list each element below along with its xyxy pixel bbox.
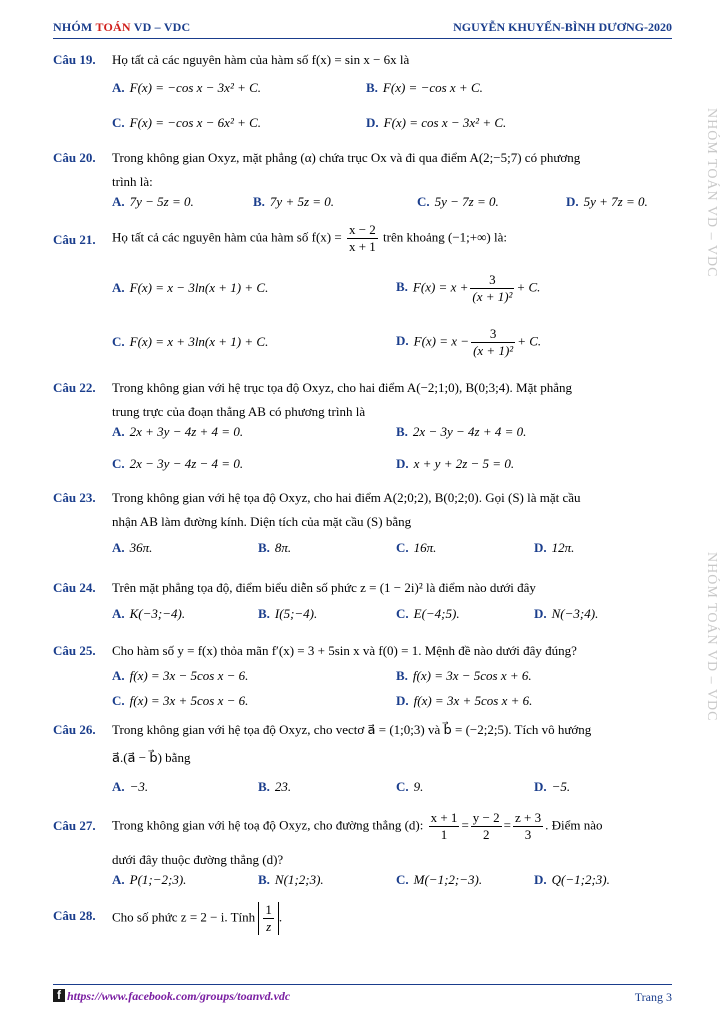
option-a: A. −3. — [112, 779, 149, 794]
option-d: D. −5. — [534, 779, 571, 794]
question-21 — [53, 222, 673, 372]
question-text: Trong không gian với hệ trục tọa độ Oxyz, cho hai điểm A(−2;1;0), B(0;3;4). Mặt phẳng trung trực của đoạn thẳng AB có phương trình là — [112, 380, 572, 419]
option-d: D. Q(−1;2;3). — [534, 872, 610, 887]
option-c: C. 9. — [396, 779, 424, 794]
header-left-prefix: NHÓM — [53, 20, 96, 34]
question-20 — [53, 150, 673, 216]
side-watermark-bottom: NHÓM TOÁN VD – VDC — [704, 552, 719, 722]
option-c: C. E(−4;5). — [396, 606, 460, 621]
question-22 — [53, 380, 673, 476]
option-c: C. 5y − 7z = 0. — [417, 194, 499, 209]
page-header — [53, 20, 672, 39]
question-text: Cho hàm số y = f(x) thỏa mãn f′(x) = 3 + 5sin x và f(0) = 1. Mệnh đề nào dưới đây đúng? — [112, 643, 577, 658]
option-a: A. 36π. — [112, 540, 153, 555]
option-c: C. 2x − 3y − 4z − 4 = 0. — [112, 456, 244, 471]
option-a: A. 7y − 5z = 0. — [112, 194, 194, 209]
option-b: B. F(x) = −cos x + C. — [366, 80, 483, 95]
side-watermark-top: NHÓM TOÁN VD – VDC — [704, 108, 719, 278]
option-a: A. F(x) = x − 3ln(x + 1) + C. — [112, 280, 269, 295]
question-27 — [53, 810, 673, 892]
absolute-value: $\frac{1}{z}$ — [258, 902, 279, 935]
facebook-group-link[interactable]: https://www.facebook.com/groups/toanvd.vdc — [67, 989, 291, 1003]
facebook-icon: f — [53, 989, 65, 1002]
option-b: B. 7y + 5z = 0. — [253, 194, 335, 209]
question-text: Trong không gian với hệ tọa độ Oxyz, cho hai điểm A(2;0;2), B(0;2;0). Gọi (S) là mặt cầu nhận AB làm đường kính. Diện tích của mặt cầu (S) bằng — [112, 490, 581, 529]
option-c: C. F(x) = −cos x − 6x² + C. — [112, 115, 262, 130]
question-number: Câu 19. — [53, 52, 96, 67]
option-c: C. 16π. — [396, 540, 437, 555]
question-26 — [53, 722, 673, 802]
option-b: B. I(5;−4). — [258, 606, 318, 621]
header-left-suffix: VD – VDC — [130, 20, 191, 34]
option-d: D. F(x) = cos x − 3x² + C. — [366, 115, 507, 130]
question-number: Câu 27. — [53, 818, 96, 833]
option-a: A. P(1;−2;3). — [112, 872, 187, 887]
option-d: D. 12π. — [534, 540, 575, 555]
fraction: $\frac{x - 2}{x + 1}$ — [348, 222, 376, 254]
option-b: B. 2x − 3y − 4z + 4 = 0. — [396, 424, 527, 439]
question-19 — [53, 52, 673, 142]
question-text: Họ tất cả các nguyên hàm của hàm số f(x) = $\frac{x - 2}{x + 1}$ trên khoảng (−1;+∞) là: — [112, 222, 507, 254]
question-text: Trong không gian với hệ toạ độ Oxyz, cho đường thẳng (d): $\frac{x + 1}{1}$ = $\frac{y - 2}{2}$ = $\frac{z + 3}{3}$ . Điểm nào — [112, 810, 603, 842]
question-23 — [53, 490, 673, 560]
question-28 — [53, 902, 673, 942]
question-number: Câu 23. — [53, 490, 96, 505]
question-number: Câu 26. — [53, 722, 96, 737]
option-c: C. f(x) = 3x + 5cos x − 6. — [112, 693, 249, 708]
question-number: Câu 25. — [53, 643, 96, 658]
page-number: Trang 3 — [634, 990, 672, 1004]
header-group-name — [53, 20, 190, 35]
question-text: Cho số phức z = 2 − i. Tính $\frac{1}{z}$ . — [112, 902, 283, 934]
question-number: Câu 21. — [53, 232, 96, 247]
option-a: A. f(x) = 3x − 5cos x − 6. — [112, 668, 249, 683]
header-left-highlight: TOÁN — [95, 20, 131, 34]
question-number: Câu 24. — [53, 580, 96, 595]
option-b: B. 23. — [258, 779, 292, 794]
question-text: Trong không gian với hệ tọa độ Oxyz, cho vectơ a⃗ = (1;0;3) và b⃗ = (−2;2;5). Tích vô hướng a⃗.(a⃗ − b⃗) bằng — [112, 722, 592, 765]
option-a: A. F(x) = −cos x − 3x² + C. — [112, 80, 262, 95]
question-number: Câu 28. — [53, 908, 96, 923]
option-d: D. F(x) = x − $\frac{3}{\text{(x + 1)²}}$ + C. — [396, 326, 542, 358]
option-a: A. 2x + 3y − 4z + 4 = 0. — [112, 424, 244, 439]
question-text: Họ tất cả các nguyên hàm của hàm số f(x) = sin x − 6x là — [112, 52, 410, 67]
question-24 — [53, 580, 673, 624]
option-b: B. f(x) = 3x − 5cos x + 6. — [396, 668, 532, 683]
option-b: B. N(1;2;3). — [258, 872, 324, 887]
option-d: D. N(−3;4). — [534, 606, 599, 621]
option-c: C. M(−1;2;−3). — [396, 872, 483, 887]
question-text: Trên mặt phẳng tọa độ, điểm biểu diễn số phức z = (1 − 2i)² là điểm nào dưới đây — [112, 580, 536, 595]
option-b: B. F(x) = x + $\frac{3}{\text{(x + 1)²}}$ + C. — [396, 272, 541, 304]
header-school-name: NGUYỄN KHUYẾN-BÌNH DƯƠNG-2020 — [453, 20, 672, 34]
option-a: A. K(−3;−4). — [112, 606, 186, 621]
question-number: Câu 22. — [53, 380, 96, 395]
option-d: D. x + y + 2z − 5 = 0. — [396, 456, 515, 471]
question-text: Trong không gian Oxyz, mặt phẳng (α) chứa trục Ox và đi qua điểm A(2;−5;7) có phương trình là: — [112, 150, 581, 189]
question-25 — [53, 643, 673, 713]
option-d: D. 5y + 7z = 0. — [566, 194, 648, 209]
option-c: C. F(x) = x + 3ln(x + 1) + C. — [112, 334, 269, 349]
option-b: B. 8π. — [258, 540, 292, 555]
question-text-line2: dưới đây thuộc đường thẳng (d)? — [112, 852, 284, 867]
option-d: D. f(x) = 3x + 5cos x + 6. — [396, 693, 533, 708]
question-number: Câu 20. — [53, 150, 96, 165]
page-footer — [53, 984, 672, 1011]
